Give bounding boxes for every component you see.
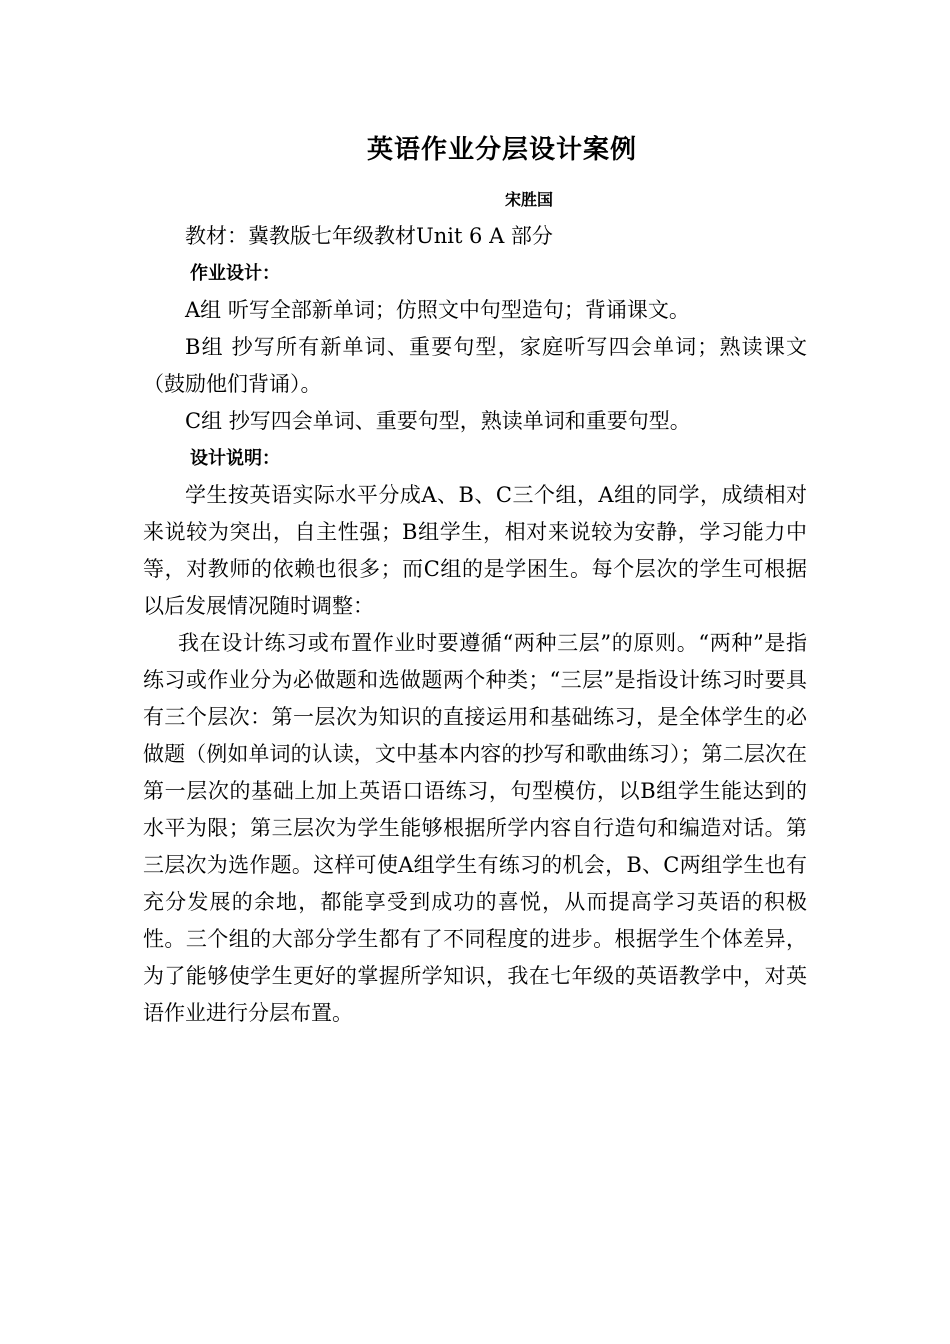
explanation-paragraph-2: 我在设计练习或布置作业时要遵循“两种三层”的原则。“两种”是指练习或作业分为必做题和选做题两个种类；“三层”是指设计练习时要具有三个层次：第一层次为知识的直接运用和基础练习，是全体学生的必做题（例如单词的认读，文中基本内容的抄写和歌曲练习）；第二层次在第一层次的基础上加上英语口语练习，句型模仿，以B组学生能达到的水平为限；第三层次为学生能够根据所学内容自行造句和编造对话。第三层次为选作题。这样可使A组学生有练习的机会，B、C两组学生也有充分发展的余地，都能享受到成功的喜悦，从而提高学习英语的积极性。三个组的大部分学生都有了不同程度的进步。根据学生个体差异，为了能够使学生更好的掌握所学知识，我在七年级的英语教学中，对英语作业进行分层布置。 <box>143 631 807 1025</box>
design-explanation-label: 设计说明： <box>190 448 280 469</box>
group-a-line: A组 听写全部新单词；仿照文中句型造句；背诵课文。 <box>185 298 690 322</box>
homework-design-label: 作业设计： <box>190 263 280 284</box>
document-title: 英语作业分层设计案例 <box>366 135 637 165</box>
document-author: 宋胜国 <box>504 190 553 209</box>
group-c-line: C组 抄写四会单词、重要句型，熟读单词和重要句型。 <box>185 409 691 433</box>
document-body <box>143 128 807 1032</box>
explanation-paragraph-1: 学生按英语实际水平分成A、B、C三个组，A组的同学，成绩相对来说较为突出，自主性强；B组学生，相对来说较为安静，学习能力中等，对教师的依赖也很多；而C组的是学困生。每个层次的学生可根据以后发展情况随时调整： <box>143 483 807 618</box>
material-line: 教材：冀教版七年级教材Unit 6 A 部分 <box>185 224 553 248</box>
group-b-line: B组 抄写所有新单词、重要句型，家庭听写四会单词；熟读课文（鼓励他们背诵）。 <box>143 335 807 396</box>
